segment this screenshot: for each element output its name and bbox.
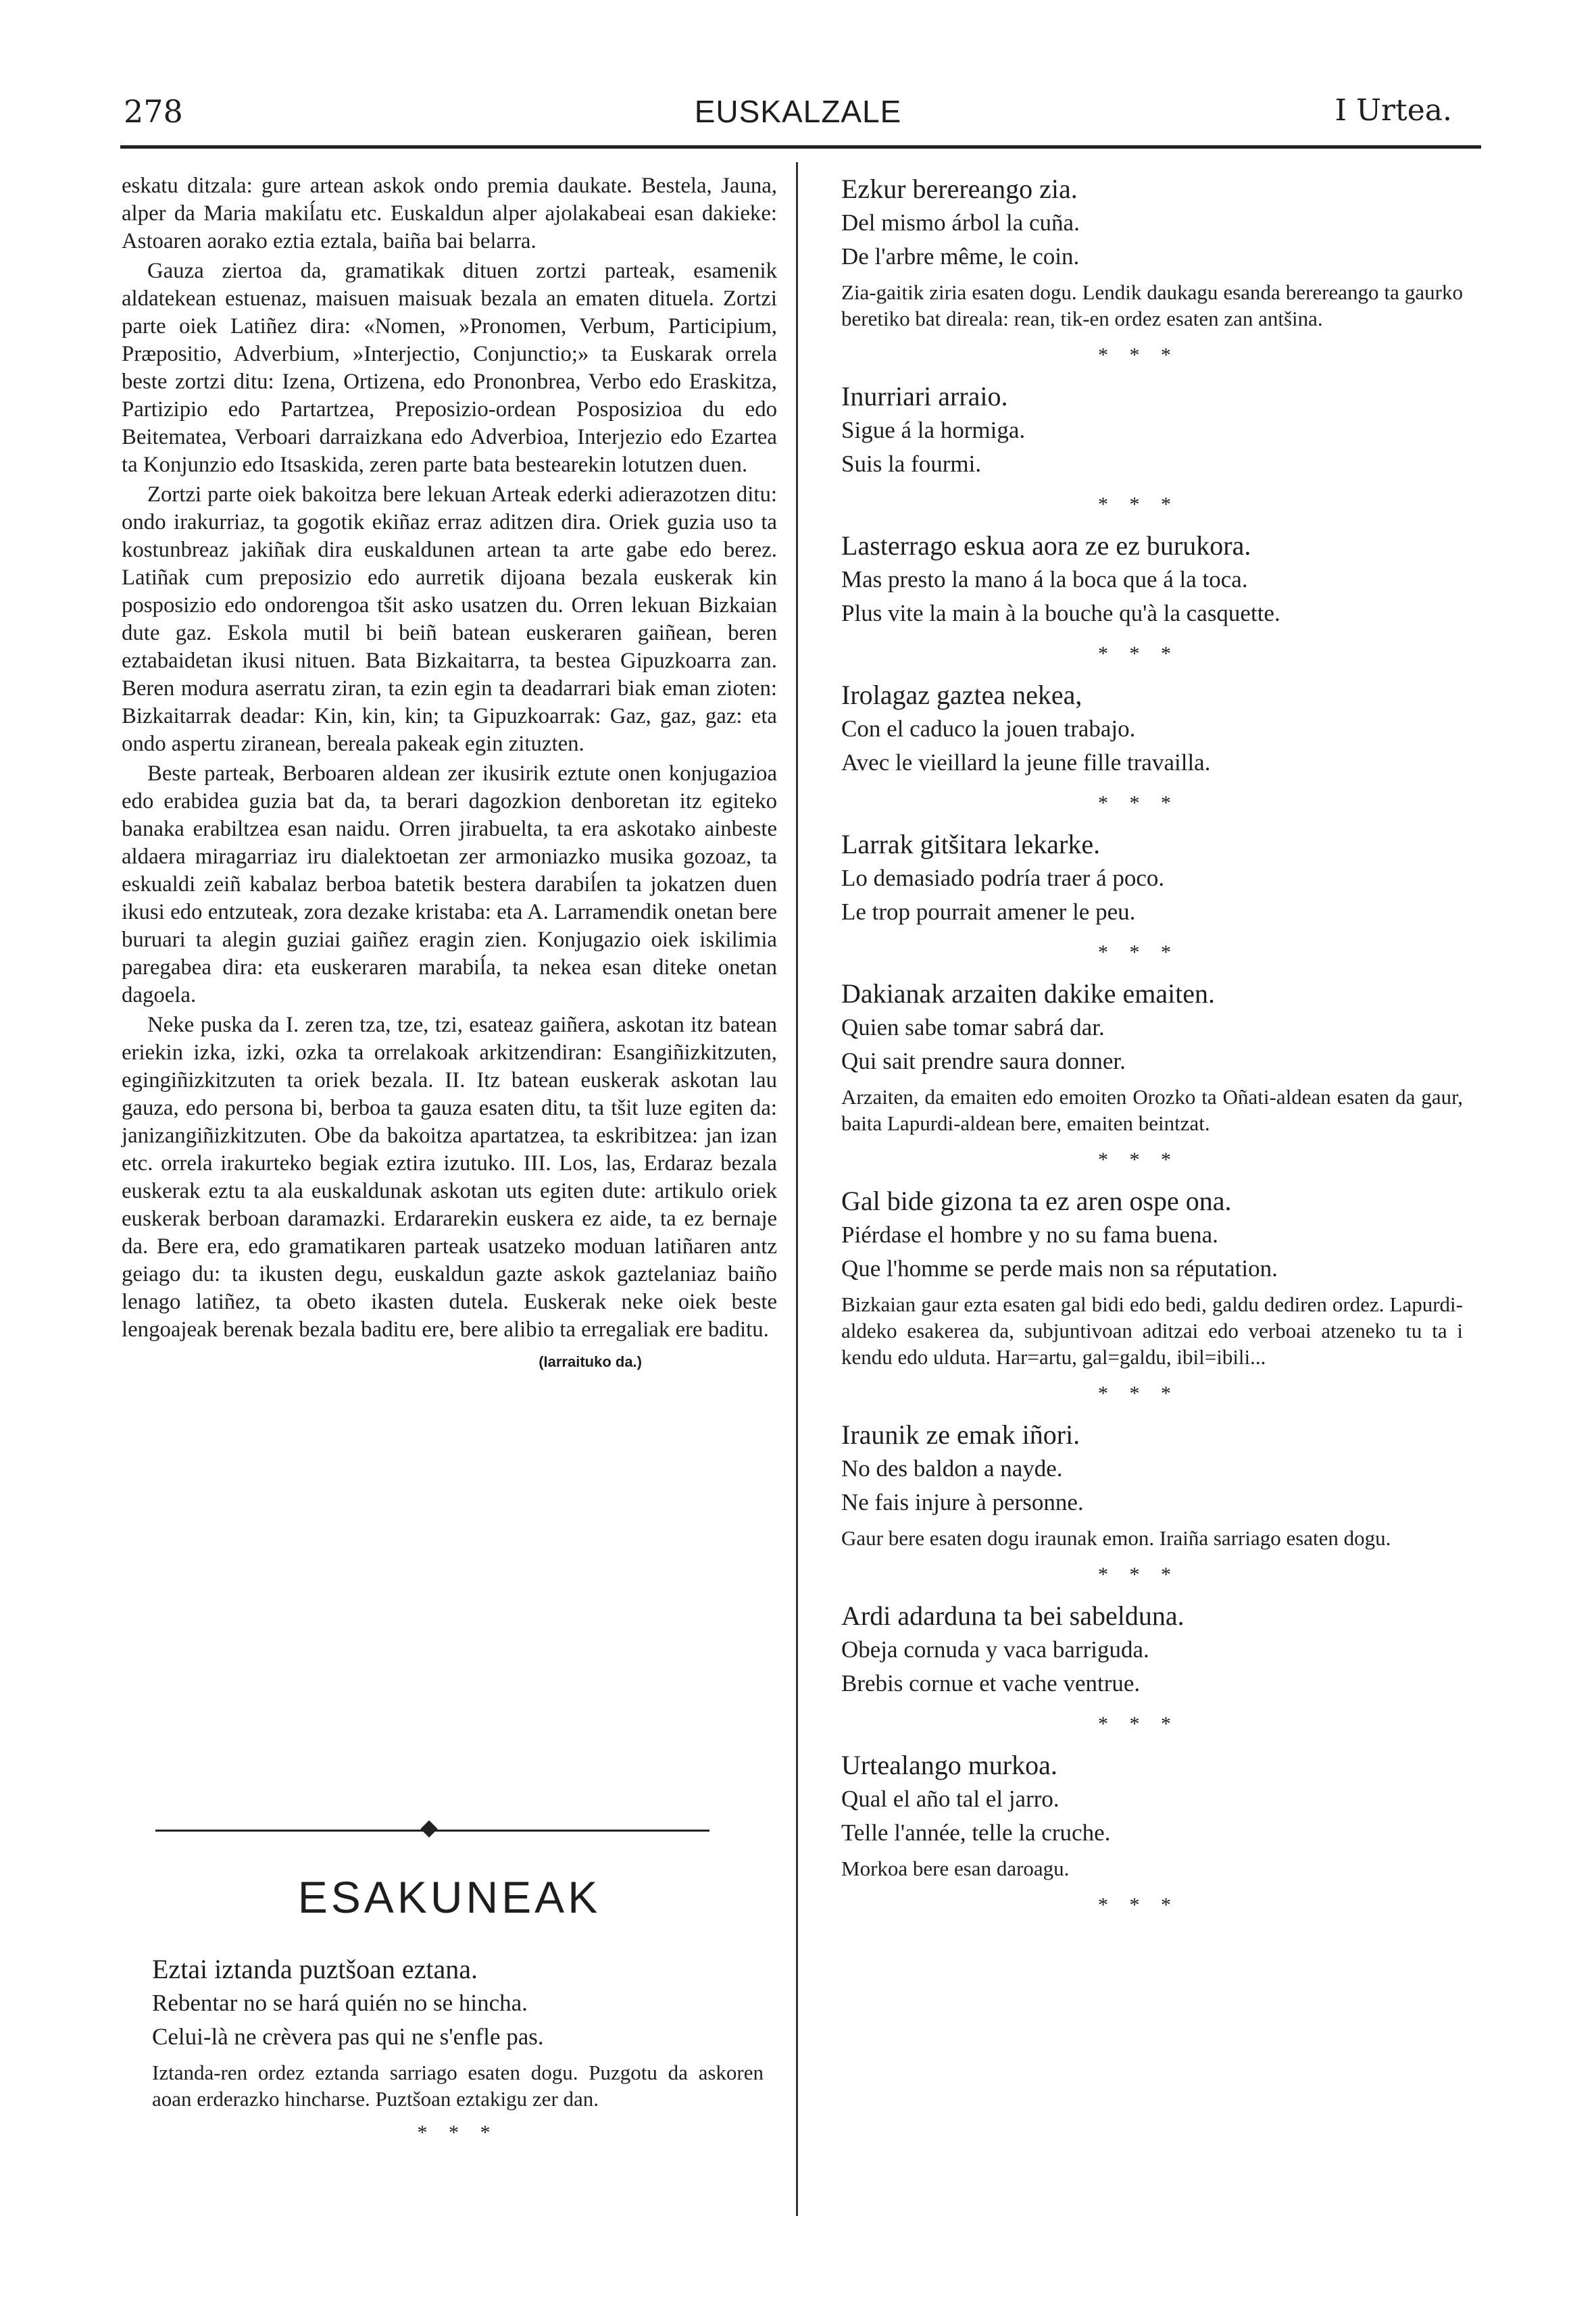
proverb-spanish: No des baldon a nayde. <box>841 1455 1063 1482</box>
asterism-separator: * * * <box>1098 1382 1179 1405</box>
right-column <box>814 172 1463 1930</box>
proverb-spanish: Mas presto la mano á la boca que á la toca. <box>841 566 1248 593</box>
volume-year: I Urtea. <box>1335 93 1452 128</box>
proverb-basque: Lasterrago eskua aora ze ez burukora. <box>841 530 1251 561</box>
diamond-ornament-icon <box>420 1820 437 1837</box>
column-divider <box>796 162 798 2216</box>
proverb-block <box>814 529 1463 630</box>
proverb-french: Telle l'année, telle la cruche. <box>841 1819 1111 1846</box>
proverb-french: Suis la fourmi. <box>841 451 982 477</box>
proverb-spanish: Del mismo árbol la cuña. <box>841 209 1080 236</box>
proverb-basque: Larrak gitšitara lekarke. <box>841 829 1101 859</box>
proverb-french: Que l'homme se perde mais non sa réputation. <box>841 1255 1278 1282</box>
proverb-block <box>814 828 1463 929</box>
proverb-basque: Eztai iztanda puztšoan eztana. <box>152 1954 478 1984</box>
proverb-french: Qui sait prendre saura donner. <box>841 1048 1126 1074</box>
paragraph: eskatu ditzala: gure artean askok ondo premia daukate. Bestela, Jauna, alper da Maria makiĺatu etc. Euskaldun alper ajolakabeai esan dakieke: Astoaren aorako eztia eztala, baiña bai belarra. <box>122 174 777 253</box>
proverb-block <box>814 1749 1463 1882</box>
paragraph: Neke puska da I. zeren tza, tze, tzi, esateaz gaiñera, askotan itz batean eriekin izka, izki, ozka ta orrelakoak arkitzendiran: Esangiñizkitzuten, egingiñizkitzuten ta oriek bezala. II. Itz batean euskerak askotan lau gauza, edo persona bi, berboa ta gauza esaten ditu, ta tšit luze egiten da: janizangiñizkitzuten. Obe da bakoitza apartatzea, ta eskribitzea: jan izan etc. orrela irakurteko begiak eztira izutuko. III. Los, las, Erdaraz bezala euskerak eztu ta ala euskaldunak askotan uts egiten dute: artikulo oriek euskerak berboan daramazki. Erdararekin euskera ez aide, ta ez bernaje da. Bere era, edo gramatikaren parteak usatzeko moduan latiñaren antz geiago du: ta ikusten degu, euskaldun gazte askok gaztelaniaz baiño lenago latiñez, ta obeto ikasten dutela. Euskerak neke oiek beste lengoajeak berenak bezala baditu ere, bere alibio ta erregaliak ere baditu. <box>122 1013 777 1342</box>
proverb-spanish: Rebentar no se hará quién no se hincha. <box>152 1990 528 2016</box>
proverb-french: Ne fais injure à personne. <box>841 1489 1084 1515</box>
proverb-block <box>814 1184 1463 1370</box>
proverb-note: Iztanda-ren ordez eztanda sarriago esaten dogu. Puzgotu da askoren aoan erderazko hincharse. Puztšoan eztakigu zer dan. <box>152 2061 764 2111</box>
proverb-block <box>814 678 1463 780</box>
proverb-block <box>814 1599 1463 1701</box>
proverb-block <box>814 977 1463 1136</box>
section-separator <box>155 1830 709 1832</box>
asterism-separator: * * * <box>1098 1149 1179 1171</box>
proverb-spanish: Con el caduco la jouen trabajo. <box>841 715 1136 742</box>
asterism-separator: * * * <box>1098 792 1179 814</box>
asterism-separator: * * * <box>1098 643 1179 665</box>
proverb-french: Plus vite la main à la bouche qu'à la casquette. <box>841 600 1280 626</box>
page-header <box>0 93 1596 141</box>
proverb-french: De l'arbre même, le coin. <box>841 243 1080 270</box>
proverb-basque: Irolagaz gaztea nekea, <box>841 680 1082 710</box>
proverb-french: Celui-là ne crèvera pas qui ne s'enfle pas. <box>152 2023 544 2050</box>
proverb-basque: Ezkur berereango zia. <box>841 174 1078 204</box>
asterism-separator: * * * <box>1098 493 1179 515</box>
asterism-separator: * * * <box>1098 1713 1179 1735</box>
proverb-block <box>814 172 1463 332</box>
proverb-basque: Gal bide gizona ta ez aren ospe ona. <box>841 1186 1232 1216</box>
paragraph: Gauza ziertoa da, gramatikak dituen zortzi parteak, esamenik aldatekean estuenaz, maisuen maisuak bezala an ematen dituela. Zortzi parte oiek Latiñez dira: «Nomen, »Pronomen, Verbum, Participium, Præpositio, Adverbium, »Interjectio, Conjunctio;» ta Euskarak orrela beste zortzi ditu: Izena, Ortizena, edo Prononbrea, Verbo edo Eraskitza, Partizipio edo Partartzea, Preposizio-ordean Posposizioa du edo Beitematea, Verboari darraizkana edo Adverbioa, Interjezio edo Ezartea ta Konjunzio edo Itsaskida, zeren parte bata bestearekin lotutzen duen. <box>122 259 777 477</box>
left-column <box>122 172 777 1378</box>
proverb-french: Avec le vieillard la jeune fille travailla. <box>841 749 1211 776</box>
proverb-note: Bizkaian gaur ezta esaten gal bidi edo bedi, galdu dediren ordez. Lapurdi-aldeko esakerea da, subjuntivoan aditzai edo verboai atzeneko tu ta i kendu edo ulduta. Har=artu, gal=galdu, ibil=ibili... <box>841 1292 1463 1369</box>
proverb-block <box>152 1953 764 2112</box>
proverb-note: Zia-gaitik ziria esaten dogu. Lendik daukagu esanda berereango ta gaurko beretiko bat direala: rean, tik-en ordez esaten zan antšina. <box>841 280 1463 330</box>
asterism-separator: * * * <box>1098 344 1179 366</box>
proverb-french: Le trop pourrait amener le peu. <box>841 899 1136 925</box>
proverb-basque: Urtealango murkoa. <box>841 1750 1057 1780</box>
continued-note: (Iarraituko da.) <box>539 1353 642 1370</box>
proverb-note: Gaur bere esaten dogu iraunak emon. Iraiña sarriago esaten dogu. <box>841 1526 1391 1550</box>
proverb-note: Arzaiten, da emaiten edo emoiten Orozko ta Oñati-aldean esaten da gaur, baita Lapurdi-aldean bere, emaiten beintzat. <box>841 1085 1463 1135</box>
asterism-separator: * * * <box>1098 1894 1179 1916</box>
proverb-spanish: Quien sabe tomar sabrá dar. <box>841 1014 1105 1040</box>
proverb-block <box>814 380 1463 481</box>
proverb-french: Brebis cornue et vache ventrue. <box>841 1670 1141 1696</box>
proverb-basque: Dakianak arzaiten dakike emaiten. <box>841 978 1216 1009</box>
asterism-separator: * * * <box>1098 1563 1179 1586</box>
journal-title: EUSKALZALE <box>694 94 902 129</box>
proverb-basque: Ardi adarduna ta bei sabelduna. <box>841 1601 1184 1631</box>
section-title: ESAKUNEAK <box>297 1872 601 1922</box>
proverb-spanish: Sigue á la hormiga. <box>841 417 1026 443</box>
header-rule <box>120 145 1481 149</box>
proverb-basque: Inurriari arraio. <box>841 381 1008 411</box>
asterism-separator: * * * <box>417 2121 499 2144</box>
proverb-spanish: Obeja cornuda y vaca barriguda. <box>841 1636 1149 1663</box>
proverb-block <box>814 1418 1463 1551</box>
proverb-spanish: Lo demasiado podría traer á poco. <box>841 865 1165 891</box>
asterism-separator: * * * <box>1098 941 1179 963</box>
page-number: 278 <box>124 93 183 130</box>
proverb-note: Morkoa bere esan daroagu. <box>841 1857 1070 1880</box>
proverb-spanish: Piérdase el hombre y no su fama buena. <box>841 1222 1218 1248</box>
proverb-spanish: Qual el año tal el jarro. <box>841 1786 1059 1812</box>
proverb-basque: Iraunik ze emak iñori. <box>841 1419 1080 1450</box>
paragraph: Beste parteak, Berboaren aldean zer ikusirik eztute onen konjugazioa edo erabidea guzia bat da, ta berari dagozkion denboretan itz egiteko banaka erabiltzea esan naidu. Orren jirabuelta, ta era askotako ainbeste aldaera miragarriaz iru dialektoetan zer armoniazko musika gozoaz, ta eskualdi zeiñ kabalaz berboa batetik bestera darabiĺen ta jokatzen duen ikusi edo entzuteak, zora dezake kristaba: eta A. Larramendik onetan bere buruari ta alegin guziai gaiñez eragin zien. Konjugazio oiek iskilimia paregabea dira: eta euskeraren marabiĺa, ta nekea esan diteke onetan dagoela. <box>122 761 777 1007</box>
proverbs-left <box>152 1953 764 2155</box>
paragraph: Zortzi parte oiek bakoitza bere lekuan Arteak ederki adierazotzen ditu: ondo irakurriaz, ta gogotik ekiñaz erraz aditzen dira. Oriek guzia uso ta kostunbreaz jakiñak dira euskaldunen artean ta arte gabe edo berez. Latiñak cum preposizio edo aurretik dijoana bezala euskerak kin posposizio edo ondorengoa tšit asko usatzen du. Orren lekuan Bizkaian dute gaz. Eskola mutil bi beiñ batean euskeraren gaiñean, beren eztabaidetan ikusi nituen. Bata Bizkaitarra, ta bestea Gipuzkoarra zan. Beren modura aserratu ziran, ta ezin egin ta deadarrari biak eman zioten: Bizkaitarrak deadar: Kin, kin, kin; ta Gipuzkoarrak: Gaz, gaz, gaz: eta ondo aspertu ziranean, bereala pakeak egin zituzten. <box>122 482 777 756</box>
